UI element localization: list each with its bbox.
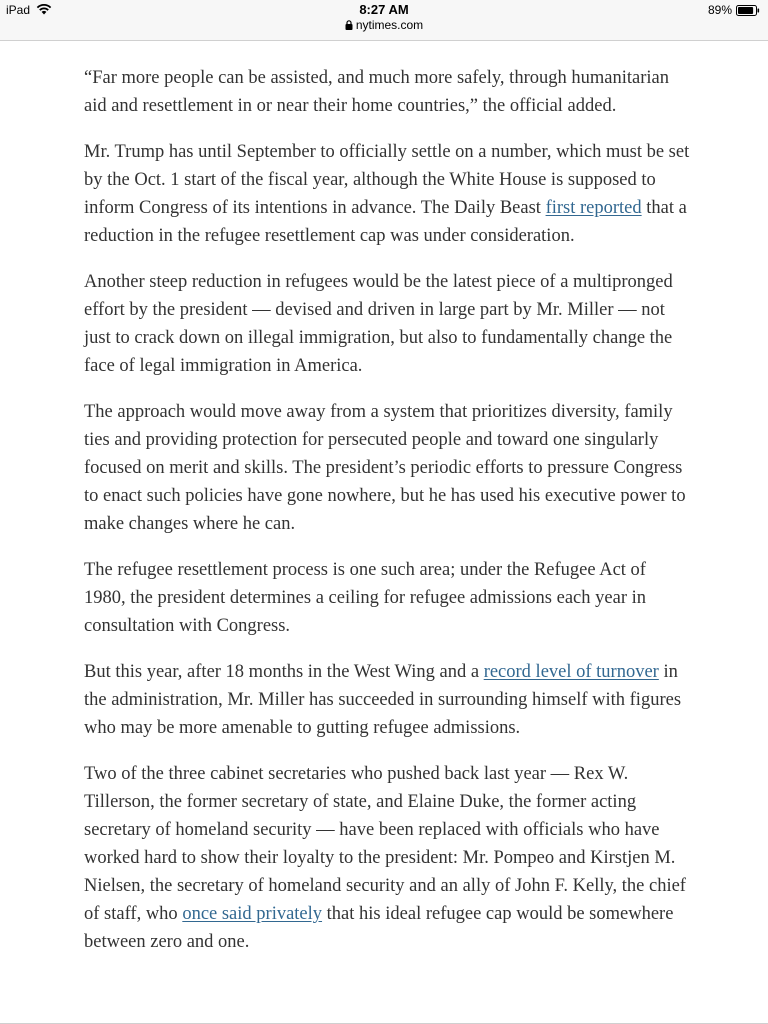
paragraph-7-text-b: that his ideal refugee cap would be somewhere between zero and one.: [84, 904, 674, 952]
paragraph-1: “Far more people can be assisted, and much more safely, through humanitarian aid and resettlement in or near their home countries,” the official added.: [84, 68, 669, 116]
once-said-privately-link[interactable]: once said privately: [182, 904, 323, 924]
first-reported-link[interactable]: first reported: [545, 198, 642, 218]
lock-icon: [345, 20, 353, 30]
paragraph-3: Another steep reduction in refugees would be the latest piece of a multipronged effort by the president — devised and driven in large part by Mr. Miller — not just to crack down on illegal immigration, but also to fundamentally change the face of legal immigration in America.: [84, 272, 673, 376]
paragraph-6: [84, 658, 692, 742]
battery-percentage: 89%: [707, 3, 732, 17]
paragraph-6-text-a: But this year, after 18 months in the West Wing and a: [84, 662, 484, 682]
status-bar: [0, 0, 768, 41]
clock-time: 8:27 AM: [359, 2, 409, 17]
device-name: iPad: [6, 3, 31, 17]
paragraph-5: The refugee resettlement process is one such area; under the Refugee Act of 1980, the president determines a ceiling for refugee admissions each year in consultation with Congress.: [84, 560, 646, 636]
paragraph-4: The approach would move away from a system that prioritizes diversity, family ties and providing protection for persecuted people and toward one singularly focused on merit and skills. The president’s periodic efforts to pressure Congress to enact such policies have gone nowhere, but he has used his executive power to make changes where he can.: [84, 402, 686, 534]
address-bar[interactable]: [0, 18, 768, 32]
article-body: [84, 64, 692, 974]
paragraph-2: [84, 138, 692, 250]
url-text: nytimes.com: [355, 18, 424, 32]
paragraph-7-text-a: Two of the three cabinet secretaries who pushed back last year — Rex W. Tillerson, the former secretary of state, and Elaine Duke, the former acting secretary of homeland security — have been replaced with officials who have worked hard to show their loyalty to the president: Mr. Pompeo and Kirstjen M. Nielsen, the secretary of homeland security and an ally of John F. Kelly, the chief of staff, who: [84, 764, 686, 924]
battery-icon: [736, 5, 760, 16]
paragraph-2-text-b: that a reduction in the refugee resettlement cap was under consideration.: [84, 198, 687, 246]
paragraph-7: [84, 760, 692, 956]
record-turnover-link[interactable]: record level of turnover: [483, 662, 659, 682]
paragraph-6-text-b: in the administration, Mr. Miller has succeeded in surrounding himself with figures who may be more amenable to gutting refugee admissions.: [84, 662, 682, 738]
paragraph-2-text-a: Mr. Trump has until September to officially settle on a number, which must be set by the Oct. 1 start of the fiscal year, although the White House is supposed to inform Congress of its intentions in advance. The Daily Beast: [84, 142, 690, 218]
